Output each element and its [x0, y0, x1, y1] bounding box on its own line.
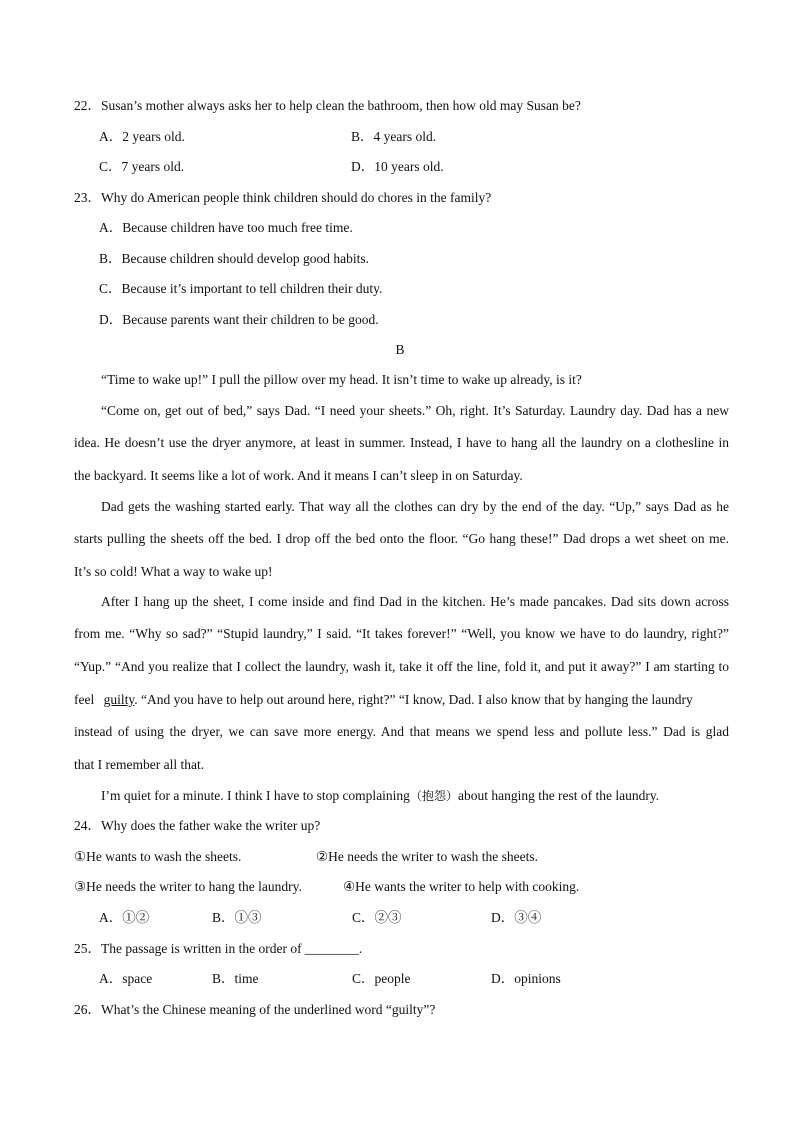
question-24-statement-4: ④He wants the writer to help with cooking.	[343, 879, 580, 894]
passage-p4-line1: After I hang up the sheet, I come inside and find Dad in the kitchen. He’s made pancakes. Dad sits down across	[101, 594, 729, 609]
underlined-word-guilty: guilty	[103, 692, 135, 707]
question-25-stem: 25．The passage is written in the order of ________.	[74, 941, 363, 956]
question-23-option-a[interactable]: A．Because children have too much free time.	[99, 220, 353, 235]
passage-p3-line1: Dad gets the washing started early. That way all the clothes can dry by the end of the day. “Up,” says Dad as he	[101, 499, 729, 514]
question-24-option-c[interactable]: C．②③	[352, 910, 402, 925]
question-24-statement-3: ③He needs the writer to hang the laundry.	[74, 879, 302, 894]
question-26-stem: 26．What’s the Chinese meaning of the underlined word “guilty”?	[74, 1002, 436, 1017]
passage-p1: “Time to wake up!” I pull the pillow over my head. It isn’t time to wake up already, is it?	[101, 372, 582, 387]
question-22-option-a[interactable]: A．2 years old.	[99, 129, 185, 144]
question-24-option-d[interactable]: D．③④	[491, 910, 542, 925]
passage-p5-pre: I’m quiet for a minute. I think I have to stop complaining	[101, 788, 410, 803]
passage-p5-cjk: （抱怨）	[409, 789, 458, 803]
question-24-stem: 24．Why does the father wake the writer up?	[74, 818, 321, 833]
question-24-option-a[interactable]: A．①②	[99, 910, 150, 925]
question-24-statement-1: ①He wants to wash the sheets.	[74, 849, 242, 864]
question-23-option-b[interactable]: B．Because children should develop good habits.	[99, 251, 369, 266]
section-label: B	[395, 342, 405, 357]
question-22-stem: 22．Susan’s mother always asks her to help clean the bathroom, then how old may Susan be?	[74, 98, 581, 113]
passage-p4-line4-post: . “And you have to help out around here, right?” “I know, Dad. I also know that by hanging the laundry	[134, 692, 693, 707]
passage-p5-post: about hanging the rest of the laundry.	[457, 788, 660, 803]
passage-p2-line2: idea. He doesn’t use the dryer anymore, at least in summer. Instead, I have to hang all the laundry on a clothesline in	[74, 435, 729, 450]
question-25-option-a[interactable]: A．space	[99, 971, 153, 986]
passage-p3-line2: starts pulling the sheets off the bed. I drop off the bed onto the floor. “Go hang these!” Dad drops a wet sheet on me.	[74, 531, 729, 546]
question-23-stem: 23．Why do American people think children should do chores in the family?	[74, 190, 492, 205]
passage-p4-line3: “Yup.” “And you realize that I collect the laundry, wash it, take it off the line, fold it, and put it away?” I am starting to	[74, 659, 729, 674]
passage-p2-line3: the backyard. It seems like a lot of work. And it means I can’t sleep in on Saturday.	[74, 468, 523, 483]
passage-p4-line4	[74, 692, 693, 708]
question-22-option-b[interactable]: B．4 years old.	[351, 129, 437, 144]
passage-p5	[101, 788, 659, 804]
question-24-option-b[interactable]: B．①③	[212, 910, 262, 925]
question-23-option-d[interactable]: D．Because parents want their children to be good.	[99, 312, 379, 327]
passage-p4-line5: instead of using the dryer, we can save more energy. And that means we spend less and pollute less.” Dad is glad	[74, 724, 729, 739]
question-25-option-d[interactable]: D．opinions	[491, 971, 561, 986]
question-22-option-c[interactable]: C．7 years old.	[99, 159, 185, 174]
question-24-statement-2: ②He needs the writer to wash the sheets.	[316, 849, 539, 864]
passage-p2-line1: “Come on, get out of bed,” says Dad. “I need your sheets.” Oh, right. It’s Saturday. Laundry day. Dad has a new	[101, 403, 729, 418]
question-22-option-d[interactable]: D．10 years old.	[351, 159, 444, 174]
passage-p3-line3: It’s so cold! What a way to wake up!	[74, 564, 273, 579]
question-25-option-b[interactable]: B．time	[212, 971, 259, 986]
question-23-option-c[interactable]: C．Because it’s important to tell children their duty.	[99, 281, 383, 296]
passage-p4-line6: that I remember all that.	[74, 757, 205, 772]
passage-p4-line4-pre: feel	[74, 692, 98, 707]
passage-p4-line2: from me. “Why so sad?” “Stupid laundry,” I said. “It takes forever!” “Well, you know we have to do laundry, right?”	[74, 626, 729, 641]
question-25-option-c[interactable]: C．people	[352, 971, 411, 986]
